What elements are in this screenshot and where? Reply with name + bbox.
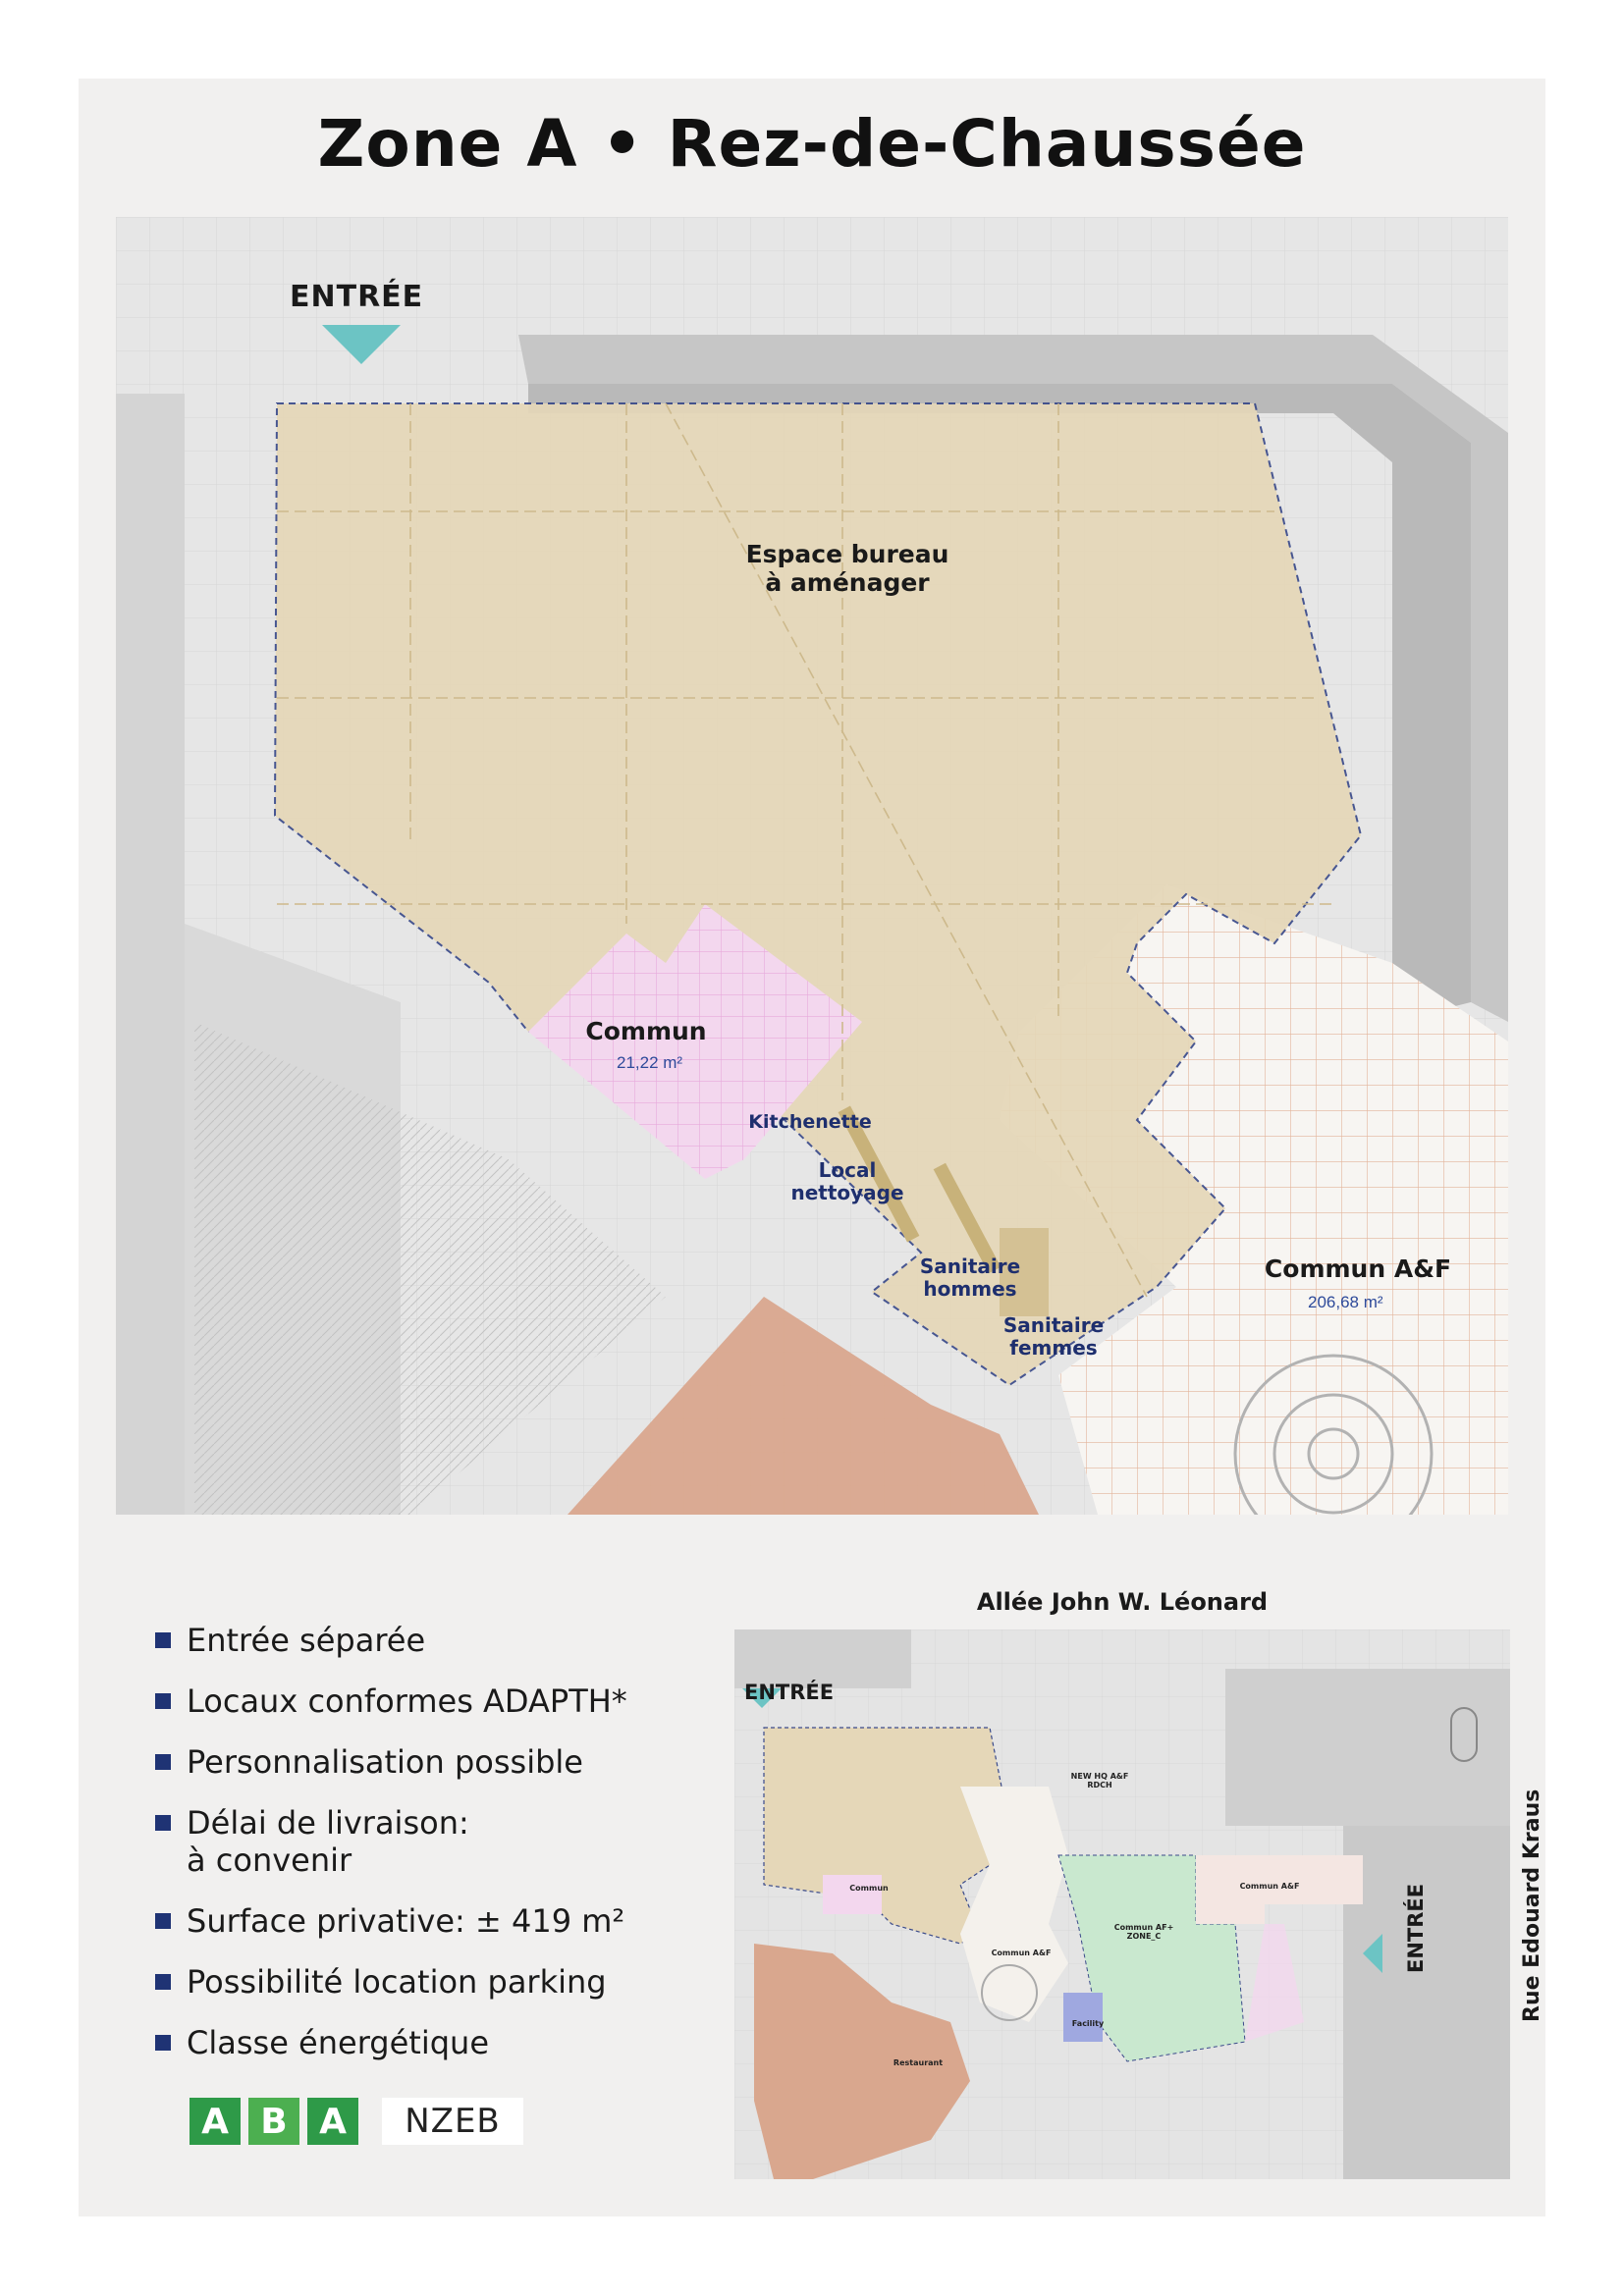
wc-men-line1: Sanitaire (919, 1255, 1021, 1278)
feature-text: Classe énergétique (187, 2024, 490, 2061)
bullet-square-icon (155, 1815, 171, 1831)
wc-women-label (980, 1314, 1127, 1360)
mini-label-facility: Facility (1071, 2019, 1105, 2028)
bullet-square-icon (155, 1754, 171, 1770)
commun-af-area-value: 206,68 m² (1308, 1293, 1383, 1311)
bullet-square-icon (155, 1632, 171, 1648)
floor-plan (116, 217, 1508, 1515)
nzeb-badge: NZEB (382, 2098, 523, 2145)
features-list (155, 1622, 705, 2085)
location-map (734, 1629, 1510, 2179)
commun-label: Commun (585, 1017, 707, 1045)
mini-entrance-top: ENTRÉE (744, 1681, 835, 1704)
commun-af-label: Commun A&F (1264, 1255, 1452, 1283)
cleaning-label-line1: Local (818, 1158, 877, 1182)
mini-facility-zone (1063, 1993, 1103, 2042)
mini-commun-zone (823, 1875, 882, 1914)
mini-label-zone-c: Commun AF+ ZONE_C (1113, 1923, 1174, 1941)
feature-text: Entrée séparée (187, 1622, 426, 1659)
energy-class-badge: A (189, 2098, 241, 2145)
feature-text-line2: à convenir (187, 1842, 352, 1879)
feature-text: Délai de livraison: (187, 1804, 469, 1842)
energy-class (189, 2098, 523, 2145)
building-gray-left (116, 394, 185, 1515)
feature-text: Surface privative: ± 419 m² (187, 1902, 625, 1940)
wc-men-line2: hommes (923, 1277, 1017, 1301)
feature-text: Locaux conformes ADAPTH* (187, 1682, 627, 1720)
feature-text: Possibilité location parking (187, 1963, 607, 2001)
wc-women-line2: femmes (1009, 1336, 1098, 1360)
office-label-line2: à aménager (765, 567, 930, 597)
street-label-top: Allée John W. Léonard (976, 1588, 1269, 1616)
cleaning-label (769, 1159, 926, 1204)
energy-class-badge: B (248, 2098, 299, 2145)
street-label-right: Rue Edouard Kraus (1520, 1789, 1544, 2022)
page-title: Zone A • Rez-de-Chaussée (317, 106, 1307, 182)
entrance-label: ENTRÉE (290, 280, 424, 314)
office-label-line1: Espace bureau (745, 540, 949, 568)
feature-item (155, 1804, 705, 1879)
cleaning-label-line2: nettoyage (790, 1181, 904, 1204)
mini-label-commun: Commun (849, 1884, 889, 1893)
feature-item (155, 1743, 705, 1781)
location-map-drawing (734, 1629, 1510, 2179)
bullet-square-icon (155, 1693, 171, 1709)
office-label (685, 541, 1009, 598)
mini-label-commun-af: Commun A&F (1239, 1882, 1300, 1891)
bullet-square-icon (155, 2035, 171, 2051)
bullet-square-icon (155, 1974, 171, 1990)
feature-item (155, 1963, 705, 2001)
commun-area-value: 21,22 m² (617, 1053, 683, 1072)
wc-men-label (896, 1255, 1044, 1301)
feature-item (155, 1902, 705, 1940)
feature-text: Personnalisation possible (187, 1743, 583, 1781)
feature-item (155, 1622, 705, 1659)
floor-plan-drawing (116, 217, 1508, 1515)
mini-label-restaurant: Restaurant (893, 2058, 944, 2067)
kitchenette-label: Kitchenette (748, 1111, 872, 1133)
mini-entrance-right: ENTRÉE (1404, 1883, 1428, 1973)
feature-item (155, 1682, 705, 1720)
feature-item (155, 2024, 705, 2061)
mini-label-commun-af: Commun A&F (991, 1949, 1052, 1957)
energy-class-badge: A (307, 2098, 358, 2145)
mini-label-hq: NEW HQ A&F RDCH (1070, 1772, 1129, 1789)
wc-women-line1: Sanitaire (1002, 1313, 1105, 1337)
bullet-square-icon (155, 1913, 171, 1929)
